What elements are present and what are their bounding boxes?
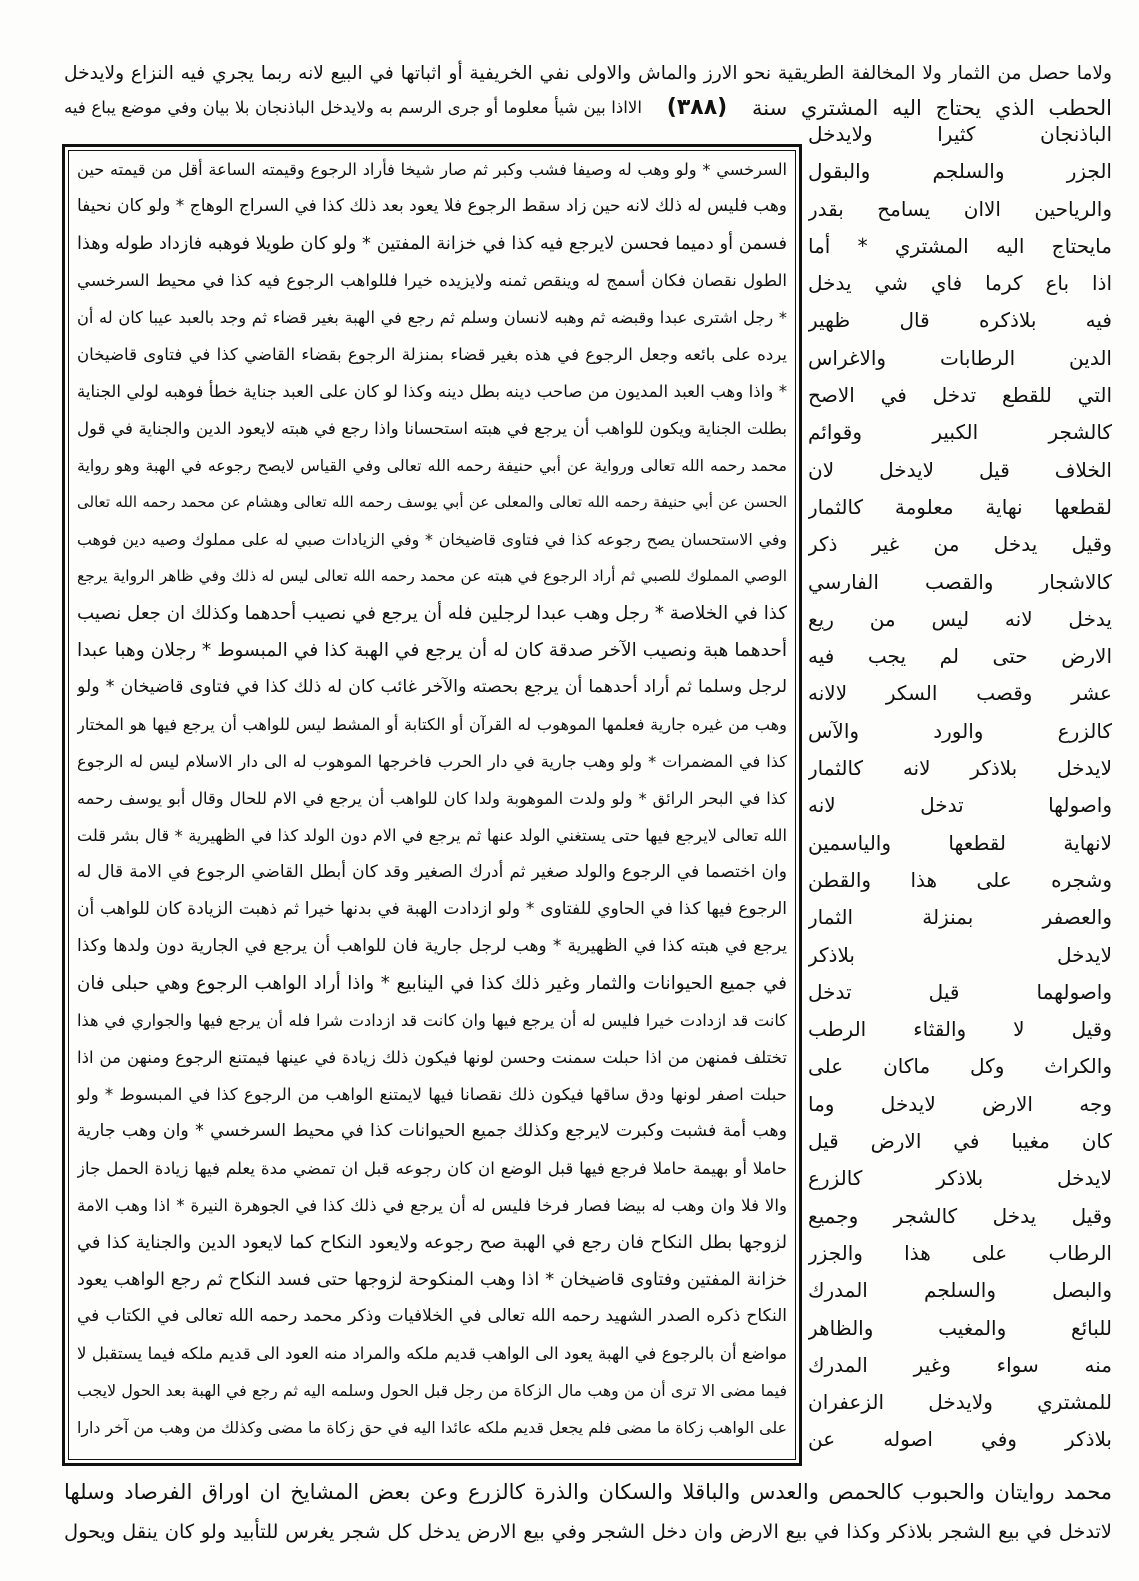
margin-text-line: والكراث وكل ماكان على bbox=[808, 1054, 1112, 1079]
top-margin-line-2-end: الااذا بين شيأ معلوما أو جرى الرسم به ولايدخل الباذنجان بلا بيان وفي موضع يباع فيه bbox=[64, 98, 642, 117]
bottom-margin bbox=[64, 1472, 1112, 1552]
main-text-line: كذا في المضمرات * ولو وهب جارية في دار الحرب فاخرجها الموهوب له الى دار الاسلام ليس له الرجوع bbox=[77, 752, 787, 771]
main-text-line: أحدهما هبة ونصيب الآخر صدقة كان له أن يرجع في الهبة كذا في المبسوط * رجلان وهبا عبدا bbox=[77, 640, 787, 661]
margin-text-line: والعصفر بمنزلة الثمار bbox=[808, 905, 1112, 930]
main-text-line: الحسن عن أبي حنيفة رحمه الله تعالى والمعلى عن أبي يوسف رحمه الله تعالى وهشام عن محمد رحمه الله تعالى bbox=[77, 493, 787, 511]
main-text-line: والا فلا وان وهب له بيضا فصار فرخا فليس له أن يرجع في ذلك كذا في الجوهرة النيرة * اذا وهب الامة bbox=[77, 1196, 787, 1215]
margin-text-line: بلاذكر وفي اصوله عن bbox=[808, 1427, 1112, 1452]
margin-text-line: عشر وقصب السكر لالانه bbox=[808, 681, 1112, 706]
margin-text-line: وشجره على هذا والقطن bbox=[808, 867, 1112, 892]
margin-text-line: الجزر والسلجم والبقول bbox=[808, 159, 1112, 184]
margin-text-line: منه سواء وغير المدرك bbox=[808, 1352, 1112, 1377]
main-text-line: يرده على بائعه وجعل الرجوع في هذه بغير قضاء بمنزلة الرجوع بقضاء القاضي كذا في فتاوى قاضيخان bbox=[77, 345, 787, 364]
main-text-line: السرخسي * ولو وهب له وصيفا فشب وكبر ثم صار شيخا فأراد الرجوع وقيمته الساعة أقل من قيمته حين bbox=[77, 160, 787, 179]
main-text-line: الطول نقصان فكان أسمج له وينقص ثمنه ولايزيده خيرا فللواهب الرجوع فيه كذا في محيط السرخسي bbox=[77, 271, 787, 290]
main-text-line: الرجوع فيها كذا في الحاوي للفتاوى * ولو ازدادت الهبة في بدنها خيرا ثم ذهبت الزيادة كان للواهب أن bbox=[77, 899, 787, 919]
main-text-line: الوصي المملوك للصبي ثم أراد الرجوع في هبته عن محمد رحمه الله تعالى ليس له ذلك وفي ظاهر الرواية يرجع bbox=[77, 567, 787, 585]
main-text-line: وهب أمة فشبت وكبرت لايرجع وكذلك جميع الحيوانات كذا في محيط السرخسي * وان وهب جارية bbox=[77, 1121, 787, 1141]
margin-text-line: الخلاف قيل لايدخل لان bbox=[808, 457, 1112, 482]
main-text-line: لرجل وسلما ثم أراد أحدهما أن يرجع بحصته والآخر غائب كان له ذلك كذا في فتاوى قاضيخان * ولو bbox=[77, 677, 787, 697]
main-text-line: فسمن أو دميما فحسن لايرجع فيه كذا في خزانة المفتين * ولو كان طويلا فوهبه فازداد طوله وهذا bbox=[77, 233, 787, 254]
main-text-line: * رجل اشترى عبدا وقبضه ثم وهبه لانسان وسلم ثم رجع في الهبة بغير قضاء ثم وجد بالعبد عيبا كان له أن bbox=[77, 308, 787, 327]
margin-column bbox=[808, 116, 1112, 1459]
margin-text-line: الدين الرطابات والاغراس bbox=[808, 345, 1112, 370]
main-text-line: حاملا أو بهيمة حاملا فرجع فيها قبل الوضع ان كان رجوعه قبل ان تمضي مدة يعلم فيها زيادة الحمل جاز bbox=[77, 1159, 787, 1178]
margin-text-line: للمشتري ولايدخل الزعفران bbox=[808, 1390, 1112, 1415]
bottom-margin-line: لاتدخل في بيع الشجر بلاذكر وكذا في بيع الارض وان دخل الشجر وفي بيع الارض يدخل كل شجر يغرس للتأبيد ولو كان ينقل ويحول bbox=[64, 1520, 1112, 1543]
margin-text-line: كالشجر الكبير وقوائم bbox=[808, 420, 1112, 445]
main-text-line: تختلف فمنهن من اذا حبلت سمنت وحسن لونها فيكون ذلك زيادة في عينها فيمتنع الرجوع ومنهن من اذا bbox=[77, 1048, 787, 1067]
margin-text-line: اذا باع كرما فاي شي يدخل bbox=[808, 271, 1112, 296]
main-text-line: بطلت الجناية ويكون للواهب أن يرجع في هبته استحسانا واذا رجع في هبته لايعود الدين والجناية في قول bbox=[77, 419, 787, 438]
margin-text-line: مايحتاج اليه المشتري * أما bbox=[808, 233, 1112, 258]
main-text-line: وان اختصما في الرجوع والولد صغير ثم أدرك الصغير وقد كان أبطل القاضي الرجوع في الامة قال له bbox=[77, 862, 787, 882]
top-margin-line-1: ولاما حصل من الثمار ولا المخالفة الطريقية نحو الارز والماش والاولى نفي الخريفية أو اثباتها في البيع لانه ربما يجري فيه النزاع ولايدخل bbox=[64, 63, 1112, 84]
margin-text-line: الباذنجان كثيرا ولايدخل bbox=[808, 122, 1112, 146]
margin-text-line: وقيل يدخل من غير ذكر bbox=[808, 532, 1112, 557]
main-text-body bbox=[77, 151, 787, 1446]
main-text-line: لزوجها بطل النكاح فان رجع في الهبة صح رجوعه ولايعود النكاح كما لايعود الدين والجناية كذا في bbox=[77, 1232, 787, 1253]
margin-text-line: وقيل لا والقثاء الرطب bbox=[808, 1017, 1112, 1042]
margin-text-line: لايدخل بلاذكر bbox=[808, 942, 1112, 967]
margin-text-line: الرطاب على هذا والجزر bbox=[808, 1240, 1112, 1265]
main-text-line: يرجع في هبته كذا في الظهيرية * وهب لرجل جارية فان للواهب أن يرجع في الجارية دون ولدها وكذا bbox=[77, 936, 787, 956]
main-text-line: وهب فليس له ذلك لانه حين زاد سقط الرجوع فلا يعود بعد ذلك كذا في السراج الوهاج * ولو كان نحيفا bbox=[77, 196, 787, 216]
margin-text-line: فيه بلاذكره قال ظهير bbox=[808, 308, 1112, 333]
margin-text-line: وقيل يدخل كالشجر وجميع bbox=[808, 1203, 1112, 1228]
page-number: (٣٨٨) bbox=[666, 95, 728, 120]
main-text-line: كذا في البحر الرائق * ولو ولدت الموهوبة ولدا كان للواهب أن يرجع في الام للحال وقال أبو يوسف رحمه bbox=[77, 789, 787, 808]
main-text-line: * واذا وهب العبد المديون من صاحب دينه بطل دينه وكذا لو كان على العبد جناية خطأ فوهبه لولي الجناية bbox=[77, 382, 787, 401]
main-text-line: في جميع الحيوانات والثمار وغير ذلك كذا في الينابيع * واذا أراد الواهب الرجوع وهي حبلى فان bbox=[77, 973, 787, 994]
margin-text-line: للبائع والمغيب والظاهر bbox=[808, 1315, 1112, 1340]
margin-text-line: لايدخل بلاذكر كالزرع bbox=[808, 1166, 1112, 1191]
main-text-line: وفي الاستحسان يصح رجوعه كذا في فتاوى قاضيخان * وفي الزيادات صبي له على مملوك وصيه دين فوهب bbox=[77, 530, 787, 549]
margin-text-line: والرياحين الاان يسامح بقدر bbox=[808, 196, 1112, 221]
main-text-line: كذا في الخلاصة * رجل وهب عبدا لرجلين فله أن يرجع في نصيب أحدهما وكذلك ان جعل نصيب bbox=[77, 603, 787, 624]
main-text-line: حبلت اصفر لونها ودق ساقها فيكون ذلك نقصانا فيها لايمتنع الواهب من الرجوع كذا في المبسوط * ولو bbox=[77, 1085, 787, 1104]
margin-text-line: واصولها تدخل لانه bbox=[808, 793, 1112, 818]
main-text-line: خزانة المفتين وفتاوى قاضيخان * اذا وهب المنكوحة لزوجها حتى فسد النكاح ثم رجع الواهب يعود bbox=[77, 1269, 787, 1290]
main-text-line: مواضع أن بالرجوع في الهبة يعود الى الواهب قديم ملكه والمراد منه العود الى قديم ملكه فيما يستقبل لا bbox=[77, 1344, 787, 1363]
margin-text-line: والبصل والسلجم المدرك bbox=[808, 1278, 1112, 1303]
main-text-line: الله تعالى لايرجع فيها حتى يستغني الولد عنها ثم يرجع في الام دون الولد كذا في الظهيرية * قال بشر قلت bbox=[77, 826, 787, 845]
main-text-line: وهب من غيره جارية فعلمها الموهوب له القرآن أو الكتابة أو المشط ليس للواهب أن يرجع فيها هو المختار bbox=[77, 715, 787, 734]
margin-text-line: لايدخل بلاذكر لانه كالثمار bbox=[808, 756, 1112, 781]
margin-text-line: التي للقطع تدخل في الاصح bbox=[808, 383, 1112, 408]
margin-text-line: الارض حتى لم يجب فيه bbox=[808, 644, 1112, 669]
margin-text-line: لقطعها نهاية معلومة كالثمار bbox=[808, 494, 1112, 519]
main-text-line: فيما مضى الا ترى أن من وهب مال الزكاة من رجل قبل الحول وسلمه اليه ثم رجع في الهبة بعد الحول لايجب bbox=[77, 1381, 787, 1400]
margin-text-line: لانهاية لقطعها والياسمين bbox=[808, 830, 1112, 855]
margin-text-line: كالزرع والورد والآس bbox=[808, 718, 1112, 743]
main-text-line: كانت قد ازدادت خيرا فليس له أن يرجع فيها وان كانت قد ازدادت شرا فله أن يرجع فيها والجواري في هذا bbox=[77, 1011, 787, 1030]
margin-text-line: كالاشجار والقصب الفارسي bbox=[808, 569, 1112, 594]
margin-text-line: يدخل لانه ليس من ريع bbox=[808, 606, 1112, 631]
top-margin-line-2-start: الحطب الذي يحتاج اليه المشتري سنة bbox=[752, 96, 1112, 120]
main-text-line: على الواهب زكاة ما مضى فلم يجعل قديم ملكه عائدا اليه في حق زكاة ما مضى وكذلك من وهب من آخر دارا bbox=[77, 1418, 787, 1437]
margin-text-line: واصولهما قيل تدخل bbox=[808, 979, 1112, 1004]
main-text-line: النكاح ذكره الصدر الشهيد رحمه الله تعالى في الخلافيات وذكر محمد رحمه الله تعالى في الكتاب في bbox=[77, 1306, 787, 1326]
margin-text-line: كان مغيبا في الارض قيل bbox=[808, 1129, 1112, 1154]
margin-text-line: وجه الارض لايدخل وما bbox=[808, 1091, 1112, 1116]
main-text-frame bbox=[62, 144, 802, 1466]
main-text-line: محمد رحمه الله تعالى ورواية عن أبي حنيفة رحمه الله تعالى وفي القياس لايصح رجوعه في الهبة وهو رواية bbox=[77, 456, 787, 475]
bottom-margin-line: محمد روايتان والحبوب كالحمص والعدس والباقلا والسكان والذرة كالزرع وعن بعض المشايخ ان اوراق الفرصاد وسلها bbox=[64, 1480, 1112, 1504]
